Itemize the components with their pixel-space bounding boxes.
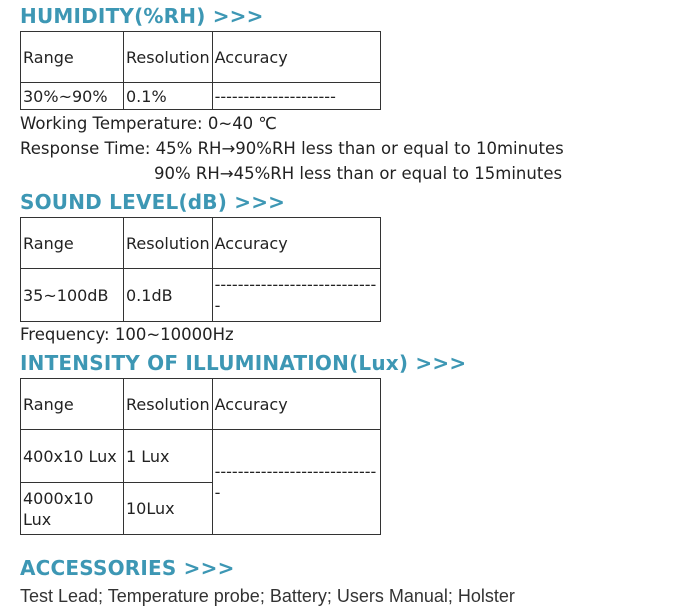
- range-header: Range: [21, 32, 124, 83]
- resolution-header: Resolution: [124, 379, 213, 430]
- accessories-heading: ACCESSORIES >>>: [20, 556, 235, 580]
- range-cell: 30%~90%: [21, 83, 124, 110]
- frequency: Frequency: 100~10000Hz: [20, 325, 234, 344]
- accuracy-cell: -----------------------------: [212, 269, 380, 322]
- working-temperature: Working Temperature: 0~40 ℃: [20, 114, 277, 133]
- table-row: [21, 83, 381, 110]
- accuracy-cell: -----------------------------: [212, 430, 380, 535]
- resolution-cell: 0.1dB: [124, 269, 213, 322]
- range-cell: 400x10 Lux: [21, 430, 124, 483]
- table-header-row: [21, 379, 381, 430]
- resolution-cell: 1 Lux: [124, 430, 213, 483]
- table-header-row: [21, 218, 381, 269]
- accuracy-header: Accuracy: [212, 218, 380, 269]
- table-header-row: [21, 32, 381, 83]
- resolution-header: Resolution: [124, 218, 213, 269]
- resolution-cell: 0.1%: [124, 83, 213, 110]
- range-cell: 35~100dB: [21, 269, 124, 322]
- range-cell: 4000x10 Lux: [21, 483, 124, 535]
- resolution-cell: 10Lux: [124, 483, 213, 535]
- response-time-line-1: Response Time: 45% RH→90%RH less than or equal to 10minutes: [20, 139, 564, 158]
- accuracy-header: Accuracy: [212, 379, 380, 430]
- sound-level-table: [20, 217, 381, 322]
- range-header: Range: [21, 379, 124, 430]
- illumination-table: [20, 378, 381, 535]
- accuracy-cell: ---------------------: [212, 83, 380, 110]
- range-header: Range: [21, 218, 124, 269]
- illumination-heading: INTENSITY OF ILLUMINATION(Lux) >>>: [20, 351, 467, 375]
- humidity-table: [20, 31, 381, 110]
- resolution-header: Resolution: [124, 32, 213, 83]
- response-time-line-2: 90% RH→45%RH less than or equal to 15minutes: [154, 164, 563, 183]
- sound-level-heading: SOUND LEVEL(dB) >>>: [20, 190, 286, 214]
- humidity-heading: HUMIDITY(%RH) >>>: [20, 4, 264, 28]
- accessories-list: Test Lead; Temperature probe; Battery; Users Manual; Holster: [20, 586, 515, 606]
- table-row: [21, 430, 381, 483]
- table-row: [21, 269, 381, 322]
- accuracy-header: Accuracy: [212, 32, 380, 83]
